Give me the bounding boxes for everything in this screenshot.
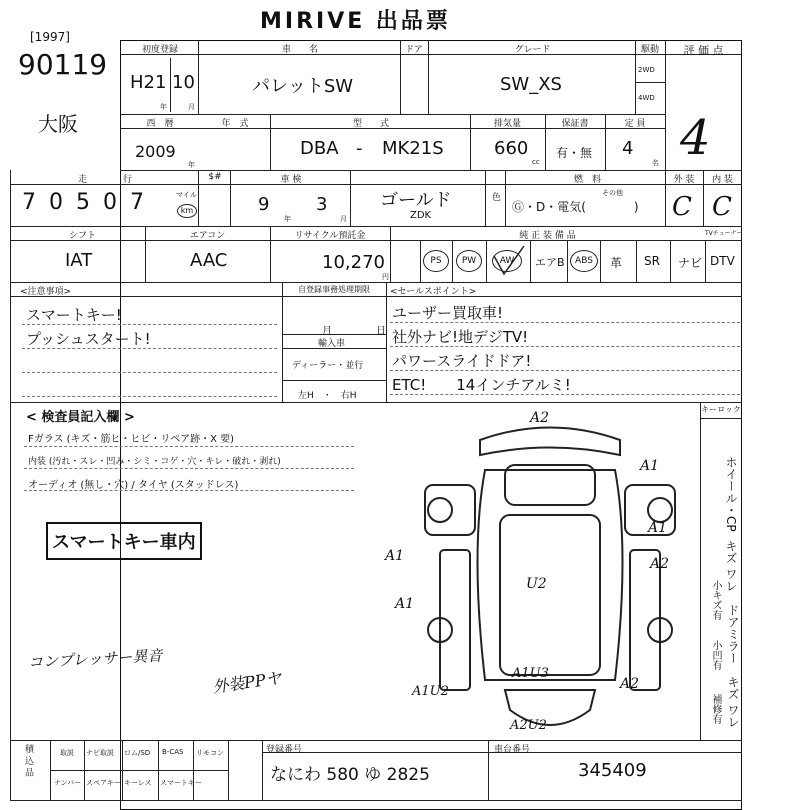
exterior-score: C [672, 192, 692, 222]
header-interior: 内 装 [712, 175, 733, 185]
sales-point-3: パワースライドドア! [392, 352, 532, 370]
reg-month: 月 [322, 326, 332, 337]
equip-airbag: エアB [535, 256, 565, 269]
mark-right-a2: A2 [650, 556, 670, 572]
fuel-other: その他 [602, 189, 623, 197]
header-first-reg: 初度登録 [141, 45, 178, 55]
mark-roof-u2: U2 [526, 576, 547, 592]
color-code: ZDK [410, 210, 432, 221]
yen-unit: 円 [382, 273, 389, 281]
header-eval: 評 価 点 [683, 44, 724, 57]
header-exterior: 外 装 [673, 175, 695, 185]
mileage-unit: km [177, 204, 197, 218]
delivery-manual: 取説 [60, 749, 74, 757]
year-suffix: 年 [160, 103, 167, 111]
header-reg-deadline: 自登録事務処理期限 [298, 285, 370, 294]
recycle-fee: 10,270 [322, 252, 385, 273]
aw-check-mark [490, 244, 526, 278]
month-suffix: 月 [188, 103, 195, 111]
delivery-label: 積 込 品 [23, 744, 33, 777]
cc-unit: cc [532, 158, 540, 166]
overall-score: 4 [680, 110, 711, 166]
western-year: 2009 [135, 142, 176, 161]
reg-month: 10 [172, 72, 195, 93]
delivery-navi-manual: ナビ取説 [86, 749, 114, 757]
registration-number: なにわ 580 ゆ 2825 [270, 765, 430, 785]
type-dash: - [356, 138, 363, 159]
location: 大阪 [38, 112, 78, 136]
mark-front-a2: A2 [530, 410, 550, 426]
mark-bottom-a2u2: A2U2 [510, 718, 547, 733]
inspector-line-2: 内装 (汚れ・スレ・凹み・シミ・コゲ・穴・キレ・破れ・剥れ) [28, 457, 281, 467]
header-equipment: 純 正 装 備 品 [519, 231, 576, 241]
note-line-1: スマートキー! [26, 306, 122, 324]
header-fuel: 燃 料 [573, 175, 601, 185]
header-tv-tuner: TVチューナー [705, 230, 743, 237]
inspect-month: 3 [316, 194, 328, 215]
mileage: 70507 [22, 190, 157, 215]
header-notes: <注意事項> [20, 287, 72, 297]
handle-side: 左H ・ 右H [298, 391, 357, 401]
capacity-unit: 名 [652, 159, 659, 167]
sales-point-1: ユーザー買取車! [392, 304, 504, 322]
inspector-note-2: 外装PPヤ [211, 668, 283, 697]
inspect-year: 9 [258, 194, 270, 215]
delivery-remote: リモコン [196, 749, 224, 757]
displacement: 660 [494, 138, 529, 159]
mark-left-rear-a1: A1 [395, 596, 415, 612]
drive-2wd: 2WD [638, 66, 655, 74]
year-code: [1997] [30, 30, 70, 44]
legend-scratch-crack-1: キズ ワレ [724, 540, 738, 592]
header-recycle: リサイクル預託金 [294, 231, 366, 241]
capacity: 4 [622, 138, 634, 159]
header-aircon: エアコン [189, 231, 226, 241]
inspector-header: < 検査員記入欄 > [26, 410, 135, 425]
header-mileage: 走 行 [77, 175, 132, 185]
grade: SW_XS [500, 74, 562, 95]
warranty: 有・無 [556, 146, 593, 160]
delivery-bcas: B-CAS [162, 748, 184, 756]
header-model-type: 型 式 [352, 119, 389, 129]
header-reg-no: 登録番号 [266, 745, 303, 755]
legend-repaired: 補修有 [710, 694, 721, 724]
legend-wheel: ホイール・CP [724, 456, 738, 532]
import-label: 輸入車 [318, 339, 346, 349]
aircon: AAC [190, 250, 228, 271]
equip-sr: SR [644, 254, 660, 268]
header-grade: グレード [514, 45, 551, 55]
legend-scratch-crack-2: キズ ワレ [726, 676, 740, 728]
header-chassis-no: 車台番号 [494, 745, 531, 755]
car-name: パレットSW [252, 76, 354, 97]
equip-dtv: DTV [710, 254, 735, 268]
western-year-unit: 年 [188, 161, 195, 169]
mark-rear-right-a2: A2 [620, 676, 640, 692]
inspector-line-3: オーディオ (無し・穴) / タイヤ (スタッドレス) [28, 480, 239, 491]
fuel: Ⓖ・D・電気( ) [512, 200, 639, 214]
mark-front-right-a1: A1 [640, 458, 660, 474]
header-drive: 駆動 [640, 45, 659, 55]
header-unit: $# [208, 172, 222, 182]
note-line-2: プッシュスタート! [26, 330, 151, 348]
form-title: MIRIVE 出品票 [260, 9, 451, 34]
header-capacity: 定 員 [624, 119, 646, 129]
equip-pw: PW [456, 250, 482, 272]
mark-rear-a1u3: A1U3 [512, 666, 549, 681]
delivery-spare-key: スペアキー [86, 779, 121, 787]
delivery-smart-key: スマートキー [160, 779, 202, 787]
equip-navi: ナビ [678, 256, 703, 270]
header-western-year: 西 暦 [146, 119, 174, 129]
year-mark: 年 [284, 215, 291, 223]
mile-label: マイル [176, 191, 197, 199]
header-car-name: 車 名 [281, 45, 318, 55]
header-inspection: 車 検 [280, 175, 302, 185]
interior-score: C [712, 192, 732, 222]
header-doors: ドア [405, 45, 423, 55]
equip-ps: PS [423, 250, 449, 272]
type-prefix: DBA [300, 138, 339, 159]
chassis-number: 345409 [578, 760, 647, 781]
equip-abs: ABS [570, 250, 598, 272]
delivery-plate: ナンバー [54, 779, 82, 787]
header-sales-points: <セールスポイント> [390, 287, 477, 297]
delivery-keyless: キーレス [124, 779, 152, 787]
drive-4wd: 4WD [638, 94, 655, 102]
shift: IAT [65, 250, 93, 271]
header-key-lock: キーロック [701, 405, 741, 414]
header-model-year: 年 式 [221, 119, 249, 129]
model-code: MK21S [382, 138, 444, 159]
header-warranty: 保証書 [561, 119, 589, 129]
month-mark: 月 [340, 215, 347, 223]
sales-point-4: ETC! 14インチアルミ! [392, 376, 571, 394]
color: ゴールド [380, 190, 452, 211]
reg-day: 日 [376, 326, 386, 337]
inspector-line-1: Fガラス (キズ・筋ヒ・ヒビ・リペア跡・X 要) [28, 434, 235, 445]
lot-number: 90119 [18, 48, 108, 81]
mark-rear-left-a1u2: A1U2 [412, 684, 449, 699]
color-label: 色 [490, 192, 500, 201]
sales-point-2: 社外ナビ!地デジTV! [392, 328, 529, 346]
legend-door-mirror: ドアミラー [726, 604, 740, 664]
header-displacement: 排気量 [493, 119, 521, 129]
mark-right-a1: A1 [648, 520, 668, 536]
delivery-rom-sd: ロム/SD [124, 749, 151, 757]
equip-aw: AW [492, 250, 522, 272]
smart-key-stamp-text: スマートキー車内 [52, 532, 196, 553]
mark-left-a1: A1 [385, 548, 405, 564]
header-shift: シフト [68, 231, 96, 241]
inspector-note-1: コンプレッサー異音 [27, 646, 163, 672]
equip-leather: 革 [610, 256, 623, 270]
dealer-parallel: ディーラー・並行 [292, 361, 364, 371]
legend-small-scratch: 小キズ有 [710, 580, 721, 620]
legend-small-dent: 小凹有 [710, 640, 721, 670]
era-year: H21 [130, 72, 167, 93]
